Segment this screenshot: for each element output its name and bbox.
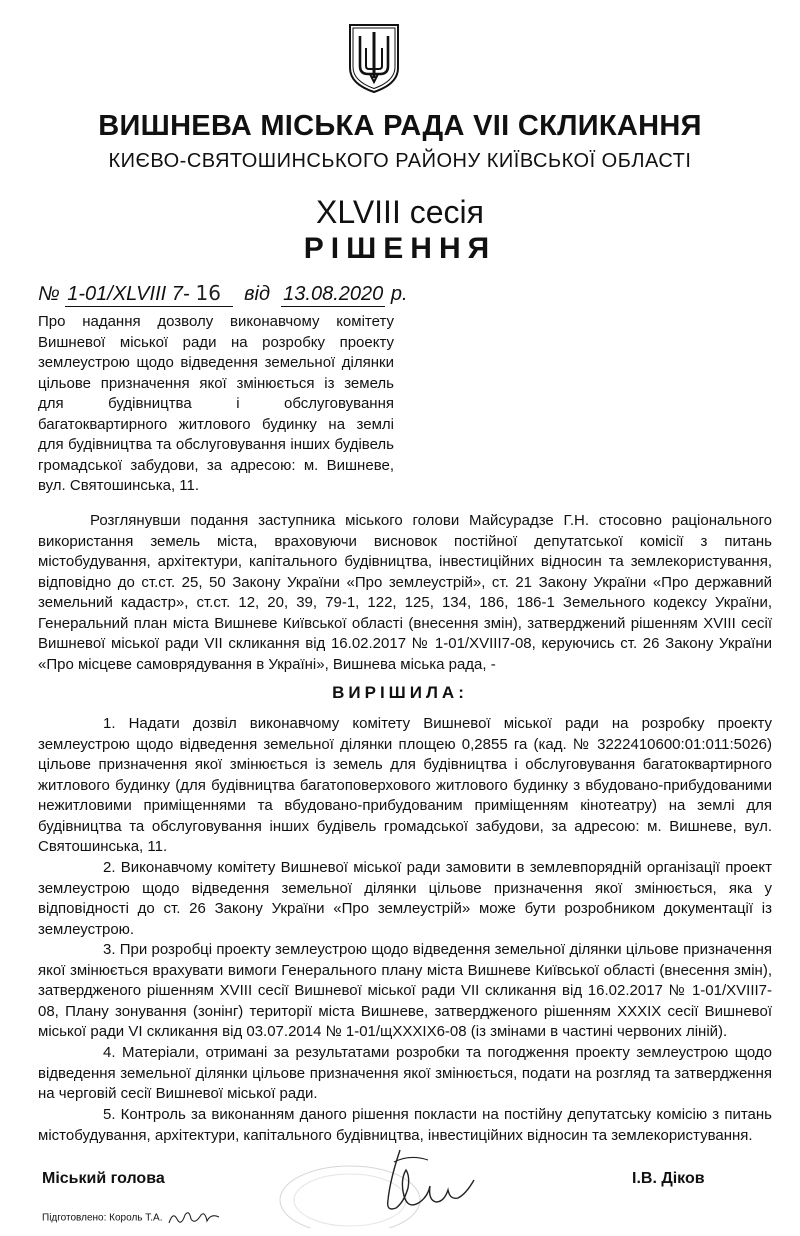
preamble-paragraph: Розглянувши подання заступника міського голови Майсурадзе Г.Н. стосовно раціонального використання земель міста, враховуючи висновок постійної депутатської комісії з питань містобудування, архітектури, капітального будівництва, інвестиційних відносин та землекористування, відповідно до ст.ст. 25, 50 Закону України «Про землеустрій», ст. 21 Закону України «Про державний земельний кадастр», ст.ст. 12, 20, 39, 79-1, 122, 125, 134, 186, 186-1 Земельного кодексу України, Генеральний план міста Вишневе Київської області (внесення змін), затверджений рішенням XVIII сесії Вишневої міської ради VII скликання від 16.02.2017 № 1-01/XVIII7-08, керуючись ст. 26 Закону України «Про місцеве самоврядування в Україні», Вишнева міська рада, - <box>38 512 772 673</box>
decision-item-4: 4. Матеріали, отримані за результатами розробки та погодження проекту землеустрою щодо відведення земельної ділянки цільове призначення якої змінюється, подати на розгляд та затвердження на черговій сесії Вишневої міської ради. <box>38 1044 772 1102</box>
district-name: КИЄВО-СВЯТОШИНСЬКОГО РАЙОНУ КИЇВСЬКОЇ ОБЛАСТІ <box>108 150 692 172</box>
decision-item-5: 5. Контроль за виконанням даного рішення покласти на постійну депутатську комісію з питань містобудування, архітектури, капітального будівництва, інвестиційних відносин та землекористування. <box>38 1106 772 1144</box>
decision-item-2: 2. Виконавчому комітету Вишневої міської ради замовити в землевпорядній організації проект землеустрою щодо відведення земельної ділянки цільове призначення якої змінюється, яка у відповідності до ст. 26 Закону України «Про землеустрій» може бути розробником документації із землеустрою. <box>38 859 772 938</box>
number-prefix: № <box>38 283 60 305</box>
session-title: XLVIII сесія <box>316 194 484 230</box>
trident-coat-of-arms-icon <box>346 22 402 94</box>
document-type: РІШЕННЯ <box>303 232 497 265</box>
decision-number-text: 1-01/XLVIII 7- <box>67 283 190 305</box>
initials-signature-icon <box>165 1207 225 1229</box>
decision-number-line <box>38 281 408 307</box>
prepared-by <box>42 1207 225 1229</box>
mayor-name: І.В. Діков <box>632 1170 705 1187</box>
decision-item-3: 3. При розробці проекту землеустрою щодо відведення земельної ділянки цільове призначення якої змінюється врахувати вимоги Генерального плану міста Вишневе Київської області (внесення змін), затвердженого рішенням XVIII сесії Вишневої міської ради VII скликання від 16.02.2017 № 1-01/XVIII7-08, Плану зонування (зонінг) території міста Вишневе, затвердженого рішенням XXXIX сесії Вишневої міської ради VI скликання від 03.07.2014 № 1-01/щXXXIX6-08 (із змінами в частині червоних ліній). <box>38 941 772 1040</box>
decision-subject: Про надання дозволу виконавчому комітету Вишневої міської ради на розробку проекту землеустрою щодо відведення земельної ділянки цільове призначення якої змінюється із земель для будівництва і обслуговування багатоквартирного житлового будинку на землі для будівництва та обслуговування інших будівель громадської забудови, за адресою: м. Вишневе, вул. Святошинська, 11. <box>38 313 394 494</box>
mayor-label: Міський голова <box>42 1170 165 1187</box>
decision-date: 13.08.2020 <box>283 283 384 305</box>
handwritten-number: 16 <box>195 281 221 305</box>
handwritten-signature-icon <box>370 1140 480 1220</box>
decision-number <box>65 281 233 307</box>
from-word: від <box>244 283 271 305</box>
council-name: ВИШНЕВА МІСЬКА РАДА VII СКЛИКАННЯ <box>98 110 702 142</box>
resolved-heading: ВИРІШИЛА: <box>332 683 468 702</box>
prepared-by-text: Підготовлено: Король Т.А. <box>42 1212 163 1224</box>
year-suffix: р. <box>390 283 408 305</box>
decision-item-1: 1. Надати дозвіл виконавчому комітету Вишневої міської ради на розробку проекту землеустрою щодо відведення земельної ділянки площею 0,2855 га (кад. № 3222410600:01:011:5026) цільове призначення якої змінюється із земель для будівництва і обслуговування багатоквартирного житлового будинку (для будівництва багатоповерхового житлового будинку з вбудовано-прибудованими нежитловими приміщеннями та вбудовано-прибудованим приміщенням кінотеатру) на землі для будівництва та обслуговування інших будівель громадської забудови, за адресою: м. Вишневе, вул. Святошинська, 11. <box>38 715 772 855</box>
